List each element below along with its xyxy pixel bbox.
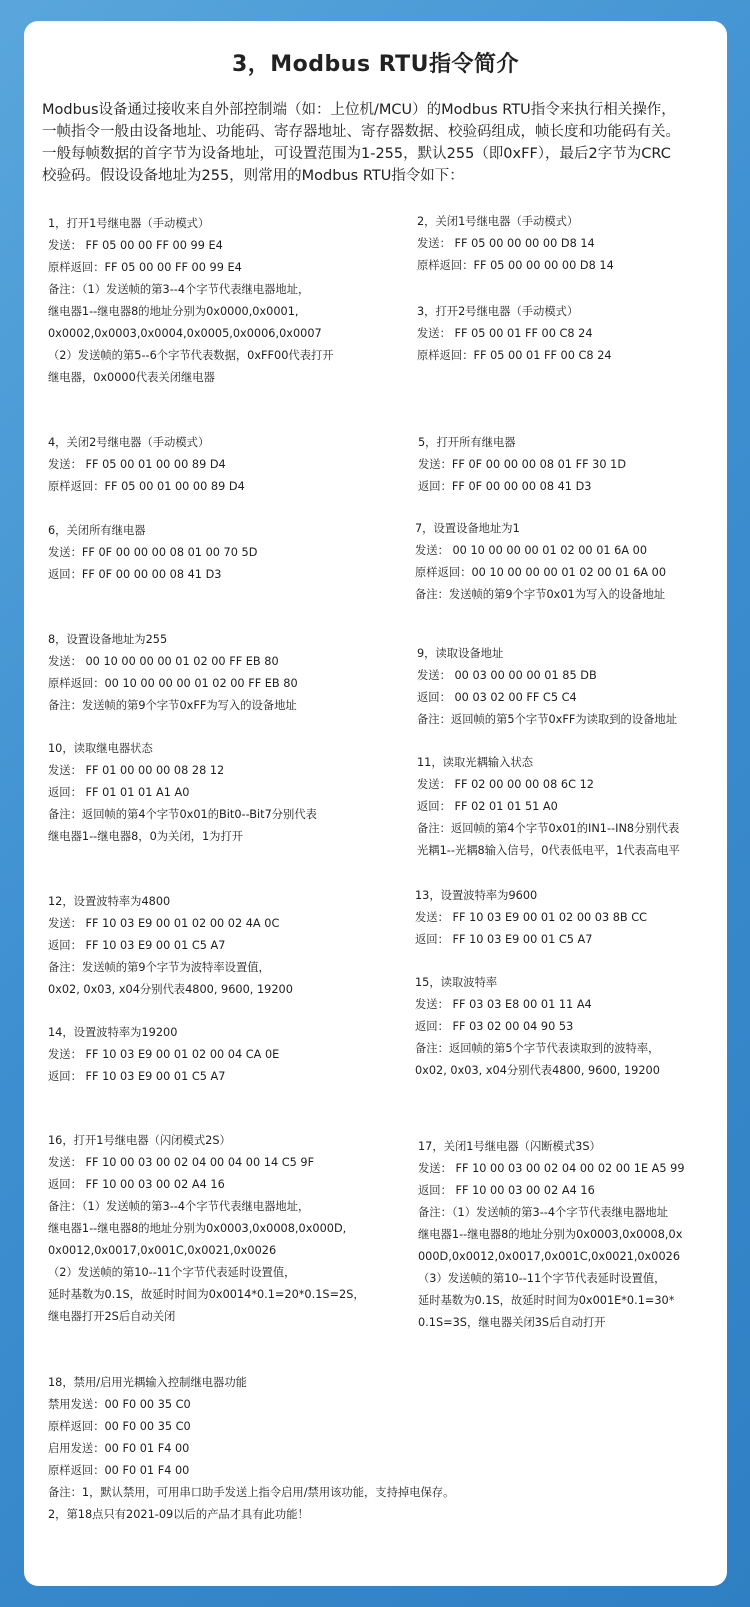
command-line: 备注：发送帧的第9个字节0xFF为写入的设备地址 <box>48 699 297 712</box>
command-heading: 3，打开2号继电器（手动模式） <box>417 305 579 318</box>
intro-line: 校验码。假设设备地址为255，则常用的Modbus RTU指令如下： <box>42 168 464 184</box>
command-line: 发送： FF 05 00 00 FF 00 99 E4 <box>48 239 223 252</box>
command-line: 返回： FF 10 00 03 00 02 A4 16 <box>418 1184 595 1197</box>
command-line: 光耦1--光耦8输入信号，0代表低电平，1代表高电平 <box>417 844 680 857</box>
command-line: 延时基数为0.1S，故延时时间为0x001E*0.1=30* <box>418 1294 675 1307</box>
command-line: 继电器打开2S后自动关闭 <box>48 1310 176 1323</box>
command-heading: 1，打开1号继电器（手动模式） <box>48 217 210 230</box>
command-heading: 7，设置设备地址为1 <box>415 522 520 535</box>
command-line: 发送： FF 10 03 E9 00 01 02 00 02 4A 0C <box>48 917 280 930</box>
command-block-7 <box>415 518 666 606</box>
command-line: 2，第18点只有2021-09以后的产品才具有此功能！ <box>48 1508 309 1521</box>
command-line: 发送：FF 0F 00 00 00 08 01 00 70 5D <box>48 546 258 559</box>
command-line: 发送： FF 03 03 E8 00 01 11 A4 <box>415 998 592 1011</box>
intro-line: 一帧指令一般由设备地址、功能码、寄存器地址、寄存器数据、校验码组成，帧长度和功能码有关。 <box>42 124 680 140</box>
command-line: 原样返回：FF 05 00 00 00 00 D8 14 <box>417 259 614 272</box>
command-line: 返回： FF 10 03 E9 00 01 C5 A7 <box>48 939 226 952</box>
command-block-17 <box>418 1136 685 1334</box>
command-line: 0x0012,0x0017,0x001C,0x0021,0x0026 <box>48 1244 277 1257</box>
command-line: 发送： FF 05 00 01 00 00 89 D4 <box>48 458 226 471</box>
command-line: 发送： FF 01 00 00 00 08 28 12 <box>48 764 225 777</box>
command-heading: 17，关闭1号继电器（闪断模式3S） <box>418 1140 601 1153</box>
command-line: 返回： 00 03 02 00 FF C5 C4 <box>417 691 577 704</box>
command-heading: 16，打开1号继电器（闪闭模式2S） <box>48 1134 231 1147</box>
command-line: 继电器，0x0000代表关闭继电器 <box>48 371 215 384</box>
command-line: 发送： FF 05 00 01 FF 00 C8 24 <box>417 327 593 340</box>
command-block-6 <box>48 520 257 586</box>
command-heading: 18，禁用/启用光耦输入控制继电器功能 <box>48 1376 247 1389</box>
command-line: 发送： FF 10 03 E9 00 01 02 00 04 CA 0E <box>48 1048 280 1061</box>
command-line: 0x0002,0x0003,0x0004,0x0005,0x0006,0x0007 <box>48 327 322 340</box>
command-line: 原样返回：00 F0 00 35 C0 <box>48 1420 191 1433</box>
command-line: 发送： FF 02 00 00 00 08 6C 12 <box>417 778 594 791</box>
intro-line: 一般每帧数据的首字节为设备地址，可设置范围为1-255，默认255（即0xFF），最后2字节为CRC <box>42 146 671 162</box>
command-line: 返回： FF 10 03 E9 00 01 C5 A7 <box>48 1070 226 1083</box>
command-line: 0x02, 0x03, x04分别代表4800, 9600, 19200 <box>415 1064 660 1077</box>
command-line: 备注：1，默认禁用，可用串口助手发送上指令启用/禁用该功能，支持掉电保存。 <box>48 1486 455 1499</box>
command-line: 启用发送：00 F0 01 F4 00 <box>48 1442 190 1455</box>
command-line: 原样返回：00 10 00 00 00 01 02 00 01 6A 00 <box>415 566 667 579</box>
command-block-1 <box>48 213 334 389</box>
command-heading: 15，读取波特率 <box>415 976 498 989</box>
command-heading: 5，打开所有继电器 <box>418 436 516 449</box>
command-line: 000D,0x0012,0x0017,0x001C,0x0021,0x0026 <box>418 1250 681 1263</box>
command-line: 继电器1--继电器8，0为关闭，1为打开 <box>48 830 244 843</box>
command-heading: 2，关闭1号继电器（手动模式） <box>417 215 579 228</box>
command-line: 发送： FF 10 00 03 00 02 04 00 02 00 1E A5 99 <box>418 1162 685 1175</box>
command-line: 原样返回：FF 05 00 01 00 00 89 D4 <box>48 480 245 493</box>
command-block-2 <box>417 211 614 277</box>
command-block-13 <box>415 885 647 951</box>
command-heading: 4，关闭2号继电器（手动模式） <box>48 436 210 449</box>
command-line: 返回： FF 10 03 E9 00 01 C5 A7 <box>415 933 593 946</box>
command-line: 延时基数为0.1S，故延时时间为0x0014*0.1=20*0.1S=2S， <box>48 1288 365 1301</box>
command-line: 禁用发送：00 F0 00 35 C0 <box>48 1398 191 1411</box>
command-block-12 <box>48 891 293 1001</box>
command-heading: 13，设置波特率为9600 <box>415 889 538 902</box>
command-line: 发送： 00 10 00 00 00 01 02 00 01 6A 00 <box>415 544 648 557</box>
command-block-14 <box>48 1022 279 1088</box>
command-line: 备注：发送帧的第9个字节0x01为写入的设备地址 <box>415 588 666 601</box>
command-heading: 11，读取光耦输入状态 <box>417 756 534 769</box>
intro-line: Modbus设备通过接收来自外部控制端（如：上位机/MCU）的Modbus RTU指令来执行相关操作， <box>42 102 676 118</box>
command-line: 发送： FF 10 00 03 00 02 04 00 04 00 14 C5 9F <box>48 1156 315 1169</box>
command-line: 返回：FF 0F 00 00 00 08 41 D3 <box>418 480 592 493</box>
command-block-5 <box>418 432 626 498</box>
command-line: 备注：返回帧的第5个字节代表读取到的波特率， <box>415 1042 660 1055</box>
command-block-16 <box>48 1130 365 1328</box>
command-line: 返回： FF 01 01 01 A1 A0 <box>48 786 190 799</box>
command-block-18 <box>48 1372 454 1526</box>
command-line: （3）发送帧的第10--11个字节代表延时设置值， <box>418 1272 666 1285</box>
command-heading: 6，关闭所有继电器 <box>48 524 146 537</box>
command-block-10 <box>48 738 317 848</box>
command-line: 继电器1--继电器8的地址分别为0x0003,0x0008,0x <box>418 1228 683 1241</box>
command-line: 备注：返回帧的第5个字节0xFF为读取到的设备地址 <box>417 713 677 726</box>
command-line: 备注：（1）发送帧的第3--4个字节代表继电器地址， <box>48 1200 310 1213</box>
command-line: （2）发送帧的第5--6个字节代表数据，0xFF00代表打开 <box>48 349 334 362</box>
command-line: 返回： FF 10 00 03 00 02 A4 16 <box>48 1178 225 1191</box>
command-block-4 <box>48 432 245 498</box>
command-heading: 10，读取继电器状态 <box>48 742 153 755</box>
command-block-9 <box>417 643 677 731</box>
command-line: 发送： 00 10 00 00 00 01 02 00 FF EB 80 <box>48 655 279 668</box>
command-block-11 <box>417 752 680 862</box>
command-line: 原样返回：00 10 00 00 00 01 02 00 FF EB 80 <box>48 677 298 690</box>
command-block-3 <box>417 301 612 367</box>
command-line: 发送：FF 0F 00 00 00 08 01 FF 30 1D <box>418 458 627 471</box>
command-line: 返回：FF 0F 00 00 00 08 41 D3 <box>48 568 222 581</box>
command-line: 0.1S=3S，继电器关闭3S后自动打开 <box>418 1316 606 1329</box>
command-line: 0x02, 0x03, x04分别代表4800, 9600, 19200 <box>48 983 293 996</box>
command-line: 原样返回：00 F0 01 F4 00 <box>48 1464 190 1477</box>
command-block-15 <box>415 972 660 1082</box>
command-heading: 12，设置波特率为4800 <box>48 895 171 908</box>
command-line: 备注：（1）发送帧的第3--4个字节代表继电器地址 <box>418 1206 669 1219</box>
command-line: 备注：返回帧的第4个字节0x01的Bit0--Bit7分别代表 <box>48 808 317 821</box>
command-line: 返回： FF 02 01 01 51 A0 <box>417 800 558 813</box>
page-title: 3，Modbus RTU指令简介 <box>231 52 520 77</box>
command-line: 继电器1--继电器8的地址分别为0x0003,0x0008,0x000D, <box>48 1222 347 1235</box>
command-line: 备注：发送帧的第9个字节为波特率设置值， <box>48 961 270 974</box>
command-heading: 8，设置设备地址为255 <box>48 633 168 646</box>
command-line: 发送： FF 05 00 00 00 00 D8 14 <box>417 237 595 250</box>
command-line: 发送： FF 10 03 E9 00 01 02 00 03 8B CC <box>415 911 648 924</box>
command-line: 备注：返回帧的第4个字节0x01的IN1--IN8分别代表 <box>417 822 680 835</box>
command-heading: 14，设置波特率为19200 <box>48 1026 178 1039</box>
command-line: 原样返回：FF 05 00 00 FF 00 99 E4 <box>48 261 242 274</box>
intro-paragraph <box>42 99 714 187</box>
content-card <box>24 21 727 1586</box>
command-line: 发送： 00 03 00 00 00 01 85 DB <box>417 669 597 682</box>
command-line: 返回： FF 03 02 00 04 90 53 <box>415 1020 574 1033</box>
command-line: 原样返回：FF 05 00 01 FF 00 C8 24 <box>417 349 612 362</box>
command-line: 继电器1--继电器8的地址分别为0x0000,0x0001, <box>48 305 299 318</box>
command-heading: 9，读取设备地址 <box>417 647 504 660</box>
command-line: （2）发送帧的第10--11个字节代表延时设置值， <box>48 1266 296 1279</box>
command-line: 备注：（1）发送帧的第3--4个字节代表继电器地址， <box>48 283 310 296</box>
command-block-8 <box>48 629 298 717</box>
